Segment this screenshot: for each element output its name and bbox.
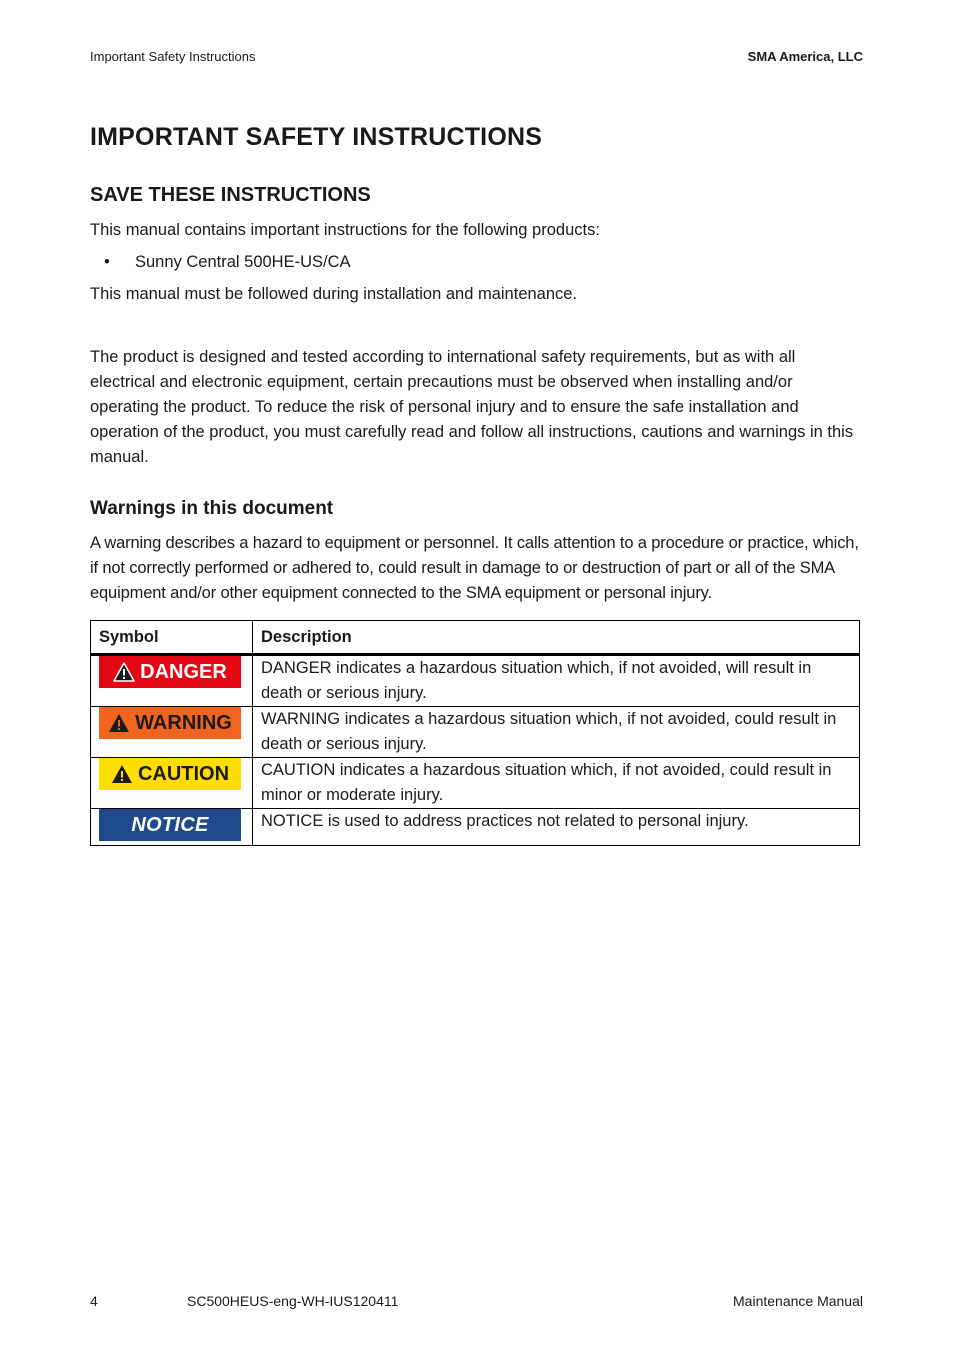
table-header-row bbox=[91, 621, 860, 655]
header-section-title: Important Safety Instructions bbox=[90, 49, 256, 64]
warning-triangle-icon bbox=[113, 662, 135, 682]
header-company: SMA America, LLC bbox=[747, 49, 863, 64]
symbol-cell bbox=[91, 758, 253, 809]
safety-paragraph: The product is designed and tested according to international safety requirements, but as with all electrical and electronic equipment, certain precautions must be observed when installing and/or operating the product. To reduce the risk of personal injury and to ensure the safe installation and operation of the product, you must carefully read and follow all instructions, cautions and warnings in this manual. bbox=[90, 348, 854, 466]
symbol-cell bbox=[91, 707, 253, 758]
warnings-heading: Warnings in this document bbox=[90, 498, 334, 519]
description-cell: CAUTION indicates a hazardous situation which, if not avoided, could result in minor or moderate injury. bbox=[253, 758, 860, 809]
table-row bbox=[91, 758, 860, 809]
danger-label: DANGER bbox=[140, 660, 227, 683]
page-title: IMPORTANT SAFETY INSTRUCTIONS bbox=[90, 123, 543, 151]
warning-label: WARNING bbox=[135, 711, 232, 734]
description-cell: NOTICE is used to address practices not related to personal injury. bbox=[253, 809, 860, 846]
footer-manual-name: Maintenance Manual bbox=[733, 1293, 863, 1309]
follow-note: This manual must be followed during installation and maintenance. bbox=[90, 285, 578, 303]
intro-text: This manual contains important instructions for the following products: bbox=[90, 221, 600, 239]
footer-doc-code: SC500HEUS-eng-WH-IUS120411 bbox=[187, 1293, 399, 1309]
warning-badge bbox=[99, 707, 241, 739]
column-header-symbol: Symbol bbox=[91, 621, 253, 655]
product-list-item: Sunny Central 500HE-US/CA bbox=[135, 253, 351, 271]
table-row bbox=[91, 655, 860, 707]
warnings-paragraph: A warning describes a hazard to equipment or personnel. It calls attention to a procedure or practice, which, if not correctly performed or adhered to, could result in damage to or destruction of part or all of the SMA equipment and/or other equipment connected to the SMA equipment or personal injury. bbox=[90, 534, 859, 602]
danger-badge bbox=[99, 656, 241, 688]
notice-badge bbox=[99, 809, 241, 841]
symbol-cell bbox=[91, 655, 253, 707]
caution-label: CAUTION bbox=[137, 762, 230, 785]
column-header-description: Description bbox=[253, 621, 860, 655]
notice-label: NOTICE bbox=[131, 813, 209, 836]
description-cell: DANGER indicates a hazardous situation which, if not avoided, will result in death or serious injury. bbox=[253, 655, 860, 707]
warning-triangle-icon bbox=[108, 713, 130, 733]
warning-symbols-table bbox=[90, 620, 860, 846]
warning-triangle-icon bbox=[111, 764, 133, 784]
table-row bbox=[91, 809, 860, 846]
caution-badge bbox=[99, 758, 241, 790]
bullet-marker: • bbox=[104, 253, 110, 271]
symbol-cell bbox=[91, 809, 253, 846]
table-row bbox=[91, 707, 860, 758]
description-cell: WARNING indicates a hazardous situation which, if not avoided, could result in death or serious injury. bbox=[253, 707, 860, 758]
footer-page-number: 4 bbox=[90, 1293, 98, 1309]
page-subtitle: SAVE THESE INSTRUCTIONS bbox=[90, 184, 371, 206]
